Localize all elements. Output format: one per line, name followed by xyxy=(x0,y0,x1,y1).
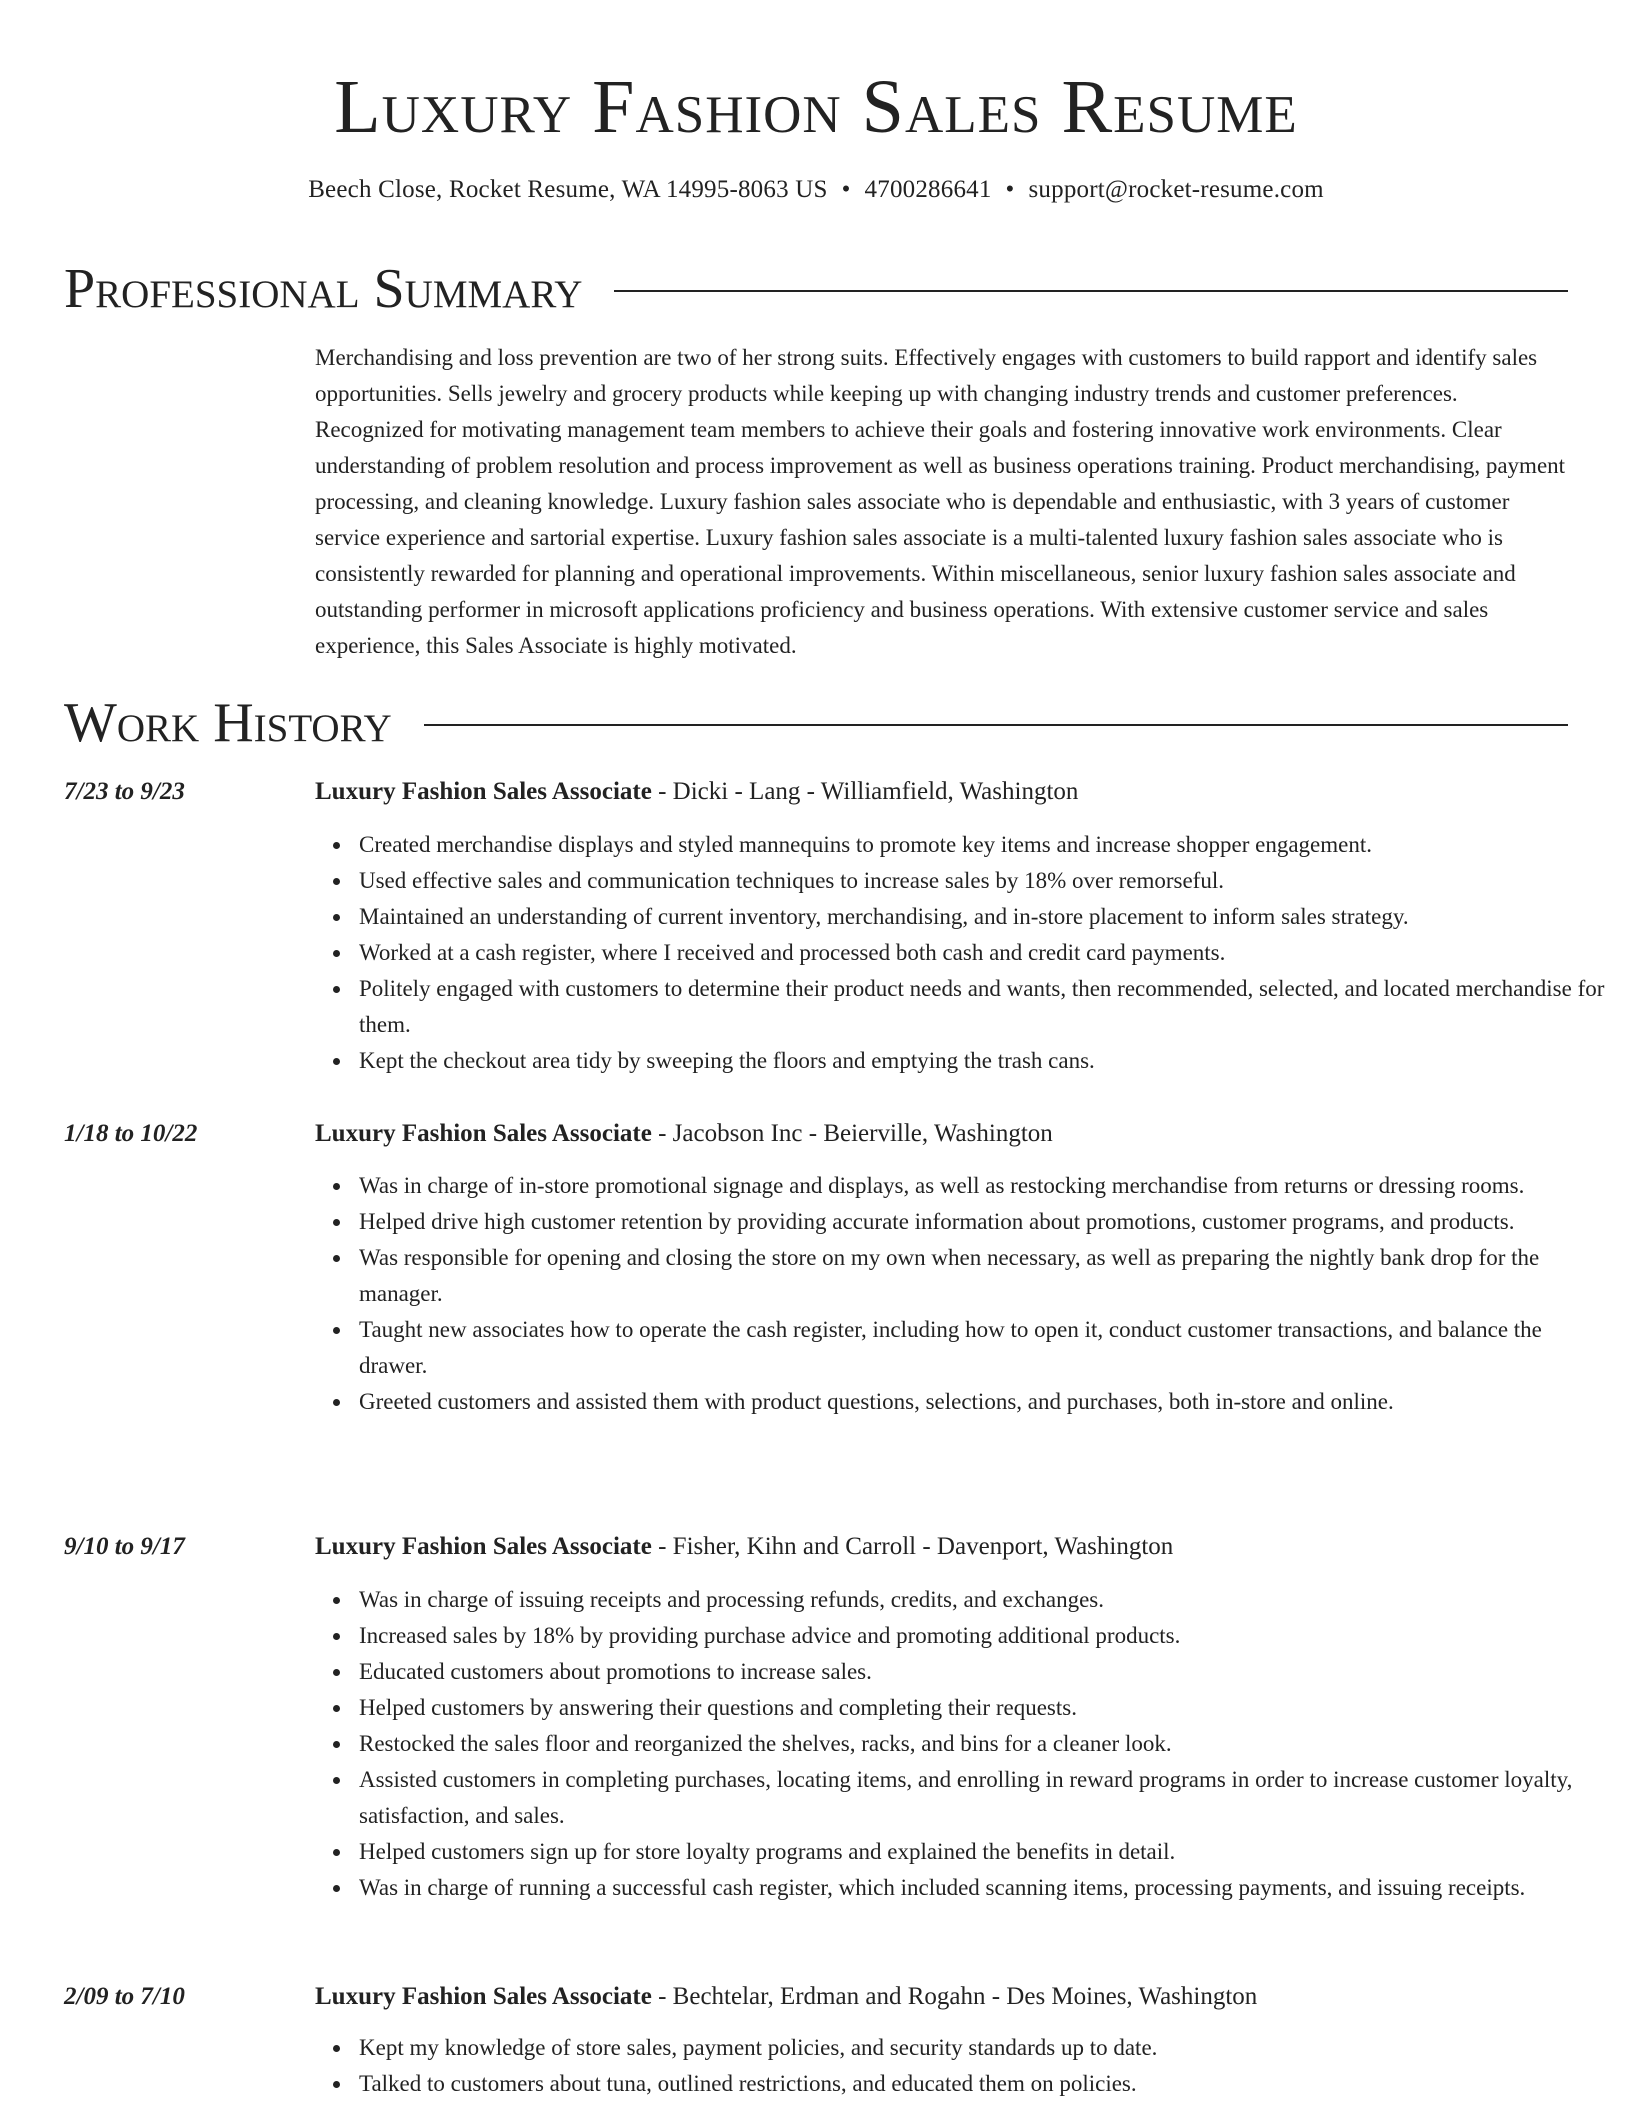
resume-title: Luxury Fashion Sales Resume xyxy=(334,65,1298,149)
job-bullet: Was in charge of issuing receipts and processing refunds, credits, and exchanges. xyxy=(359,1582,1615,1618)
job-role: Luxury Fashion Sales Associate xyxy=(315,1120,652,1147)
job-bullet: Helped customers sign up for store loyalty programs and explained the benefits in detail. xyxy=(359,1834,1615,1870)
job-bullet: Maintained an understanding of current inventory, merchandising, and in-store placement to inform sales strategy. xyxy=(359,899,1615,935)
job-bullet: Kept the checkout area tidy by sweeping the floors and emptying the trash cans. xyxy=(359,1043,1615,1079)
job-role: Luxury Fashion Sales Associate xyxy=(315,1983,652,2010)
summary-text: Merchandising and loss prevention are two of her strong suits. Effectively engages with customers to build rapport and identify sales opportunities. Sells jewelry and grocery products while keeping up with changing industry trends and customer preferences. Recognized for motivating management team members to achieve their goals and fostering innovative work environments. Clear understanding of problem resolution and process improvement as well as business operations training. Product merchandising, payment processing, and cleaning knowledge. Luxury fashion sales associate who is dependable and enthusiastic, with 3 years of customer service experience and sartorial expertise. Luxury fashion sales associate is a multi-talented luxury fashion sales associate who is consistently rewarded for planning and operational improvements. Within miscellaneous, senior luxury fashion sales associate and outstanding performer in microsoft applications proficiency and business operations. With extensive customer service and sales experience, this Sales Associate is highly motivated. xyxy=(315,345,1566,658)
section-divider xyxy=(614,290,1568,292)
job-dates: 1/18 to 10/22 xyxy=(64,1120,198,1147)
job-bullets xyxy=(315,1582,1615,1906)
contact-line xyxy=(0,174,1632,206)
job-bullets xyxy=(315,2030,1615,2102)
job-role: Luxury Fashion Sales Associate xyxy=(315,778,652,805)
job-employer: - Bechtelar, Erdman and Rogahn - Des Moines, Washington xyxy=(651,1983,1258,2010)
work-heading: Work History xyxy=(64,692,392,754)
work-section-header xyxy=(64,690,1568,756)
summary-heading: Professional Summary xyxy=(64,258,583,320)
contact-separator: • xyxy=(841,176,851,203)
section-divider xyxy=(424,724,1568,726)
job-bullets xyxy=(315,1168,1615,1420)
job-employer: - Fisher, Kihn and Carroll - Davenport, Washington xyxy=(651,1533,1174,1560)
job-role: Luxury Fashion Sales Associate xyxy=(315,1533,652,1560)
contact-separator: • xyxy=(1005,176,1015,203)
job-dates: 2/09 to 7/10 xyxy=(64,1983,185,2010)
job-bullet: Restocked the sales floor and reorganized the shelves, racks, and bins for a cleaner look. xyxy=(359,1726,1615,1762)
job-bullets xyxy=(315,827,1615,1079)
job-employer: - Jacobson Inc - Beierville, Washington xyxy=(651,1120,1053,1147)
job-bullet: Assisted customers in completing purchases, locating items, and enrolling in reward programs in order to increase customer loyalty, satisfaction, and sales. xyxy=(359,1762,1615,1834)
job-bullet: Educated customers about promotions to increase sales. xyxy=(359,1654,1615,1690)
contact-phone: 4700286641 xyxy=(864,176,992,203)
job-employer: - Dicki - Lang - Williamfield, Washington xyxy=(651,778,1079,805)
job-heading xyxy=(315,1530,1568,1564)
job-bullet: Used effective sales and communication techniques to increase sales by 18% over remorseful. xyxy=(359,863,1615,899)
job-bullet: Worked at a cash register, where I received and processed both cash and credit card payments. xyxy=(359,935,1615,971)
job-heading xyxy=(315,775,1568,809)
job-bullet: Increased sales by 18% by providing purchase advice and promoting additional products. xyxy=(359,1618,1615,1654)
job-bullet: Was responsible for opening and closing the store on my own when necessary, as well as preparing the nightly bank drop for the manager. xyxy=(359,1240,1615,1312)
job-heading xyxy=(315,1117,1568,1151)
job-bullet: Helped customers by answering their questions and completing their requests. xyxy=(359,1690,1615,1726)
job-bullet: Talked to customers about tuna, outlined restrictions, and educated them on policies. xyxy=(359,2066,1615,2102)
contact-email: support@rocket-resume.com xyxy=(1028,176,1324,203)
job-bullet: Taught new associates how to operate the cash register, including how to open it, conduct customer transactions, and balance the drawer. xyxy=(359,1312,1615,1384)
job-bullet: Helped drive high customer retention by providing accurate information about promotions, customer programs, and products. xyxy=(359,1204,1615,1240)
job-bullet: Kept my knowledge of store sales, payment policies, and security standards up to date. xyxy=(359,2030,1615,2066)
job-bullet: Was in charge of running a successful cash register, which included scanning items, processing payments, and issuing receipts. xyxy=(359,1870,1615,1906)
job-dates: 7/23 to 9/23 xyxy=(64,778,185,805)
job-dates: 9/10 to 9/17 xyxy=(64,1533,185,1560)
contact-address: Beech Close, Rocket Resume, WA 14995-8063 US xyxy=(308,176,828,203)
job-bullet: Was in charge of in-store promotional signage and displays, as well as restocking merchandise from returns or dressing rooms. xyxy=(359,1168,1615,1204)
job-bullet: Politely engaged with customers to determine their product needs and wants, then recommended, selected, and located merchandise for them. xyxy=(359,971,1615,1043)
job-bullet: Greeted customers and assisted them with product questions, selections, and purchases, both in-store and online. xyxy=(359,1384,1615,1420)
job-bullet: Created merchandise displays and styled mannequins to promote key items and increase shopper engagement. xyxy=(359,827,1615,863)
job-heading xyxy=(315,1980,1568,2014)
summary-section-header xyxy=(64,256,1568,322)
